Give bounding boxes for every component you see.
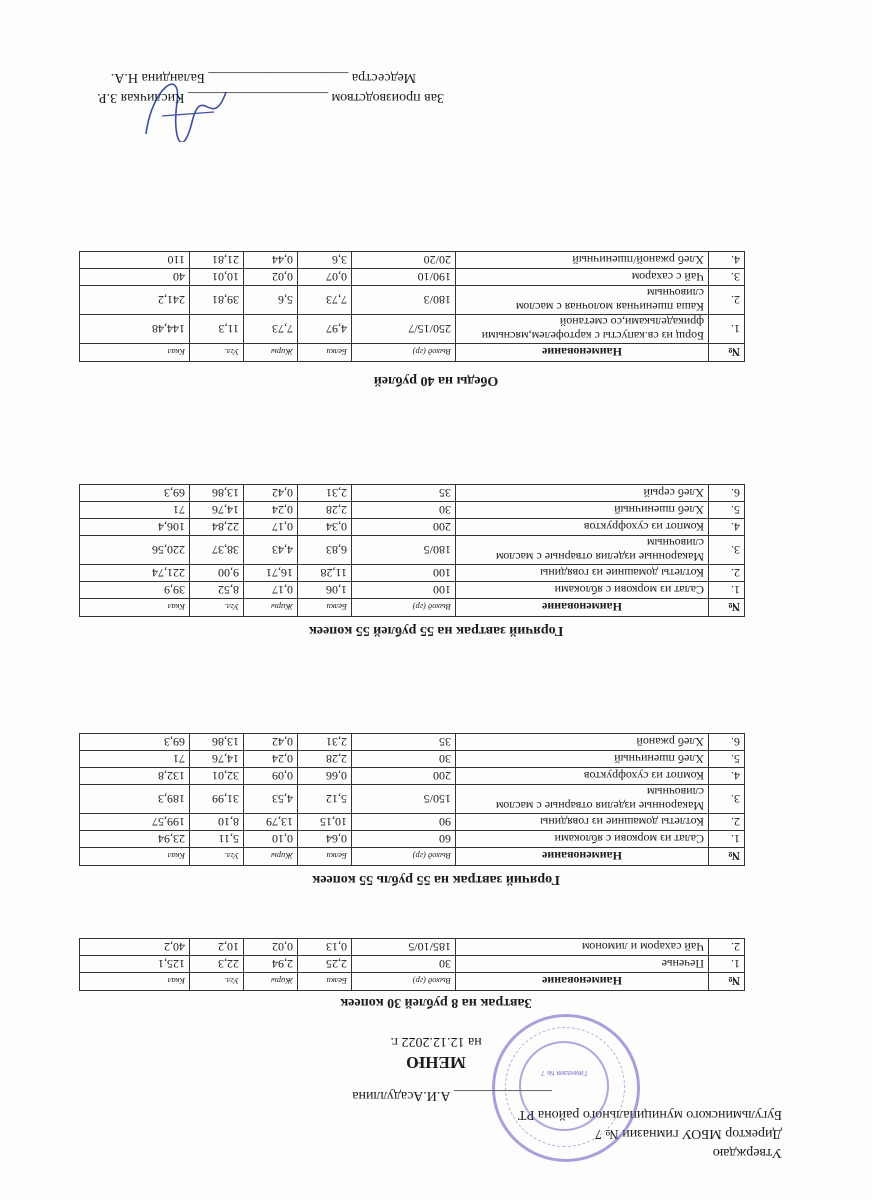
dish-protein: 0,07 [298, 269, 352, 286]
dish-carb: 14,76 [190, 751, 244, 768]
dish-protein: 7,73 [298, 286, 352, 315]
dish-weight: 180/5 [352, 536, 456, 565]
dish-protein: 0,34 [298, 519, 352, 536]
row-no: 1. [709, 582, 745, 599]
dish-carb: 32,01 [190, 768, 244, 785]
dish-protein: 5,12 [298, 785, 352, 814]
row-no: 4. [709, 252, 745, 269]
row-no: 1. [709, 831, 745, 848]
menu-table [79, 251, 745, 362]
dish-weight: 150/5 [352, 785, 456, 814]
dish-weight: 60 [352, 831, 456, 848]
row-no: 3. [709, 536, 745, 565]
dish-weight: 30 [352, 502, 456, 519]
production-name: Кисличкая З.Р. [97, 90, 185, 105]
dish-name: Борщ из св.капусты с картофелем,мясными фрикадельками,со сметаной [456, 315, 709, 344]
dish-name: Хлеб пшеничный [456, 751, 709, 768]
table-row [80, 536, 745, 565]
dish-protein: 10,15 [298, 814, 352, 831]
dish-name: Чай сахаром и лимоном [456, 939, 709, 956]
dish-protein: 1,06 [298, 582, 352, 599]
dish-kcal: 69,3 [80, 485, 190, 502]
row-no: 3. [709, 785, 745, 814]
dish-carb: 8,52 [190, 582, 244, 599]
dish-weight: 20/20 [352, 252, 456, 269]
dish-protein: 2,28 [298, 751, 352, 768]
dish-carb: 22,3 [190, 956, 244, 973]
dish-name: Хлеб пшеничный [456, 502, 709, 519]
table-header-row [80, 848, 745, 866]
dish-fat: 4,53 [244, 785, 298, 814]
table-row [80, 519, 745, 536]
dish-carb: 10,2 [190, 939, 244, 956]
table-row [80, 768, 745, 785]
dish-kcal: 220,56 [80, 536, 190, 565]
dish-carb: 21,81 [190, 252, 244, 269]
approval-line: Утверждаю [712, 1145, 782, 1160]
menu-table [79, 733, 745, 866]
dish-carb: 5,11 [190, 831, 244, 848]
dish-fat: 0,09 [244, 768, 298, 785]
dish-weight: 35 [352, 485, 456, 502]
table-row [80, 269, 745, 286]
header-no: № [709, 344, 745, 362]
header-no: № [709, 848, 745, 866]
dish-carb: 8,10 [190, 814, 244, 831]
row-no: 2. [709, 814, 745, 831]
row-no: 2. [709, 565, 745, 582]
director-name: А.И.Асадуллина [352, 1088, 451, 1103]
dish-name: Каша пшеничная молочная с маслом сливочным [456, 286, 709, 315]
header-name: Наименование [456, 848, 709, 866]
header-fat: Жиры [244, 848, 298, 866]
header-carb: Угл. [190, 599, 244, 617]
table-row [80, 751, 745, 768]
dish-fat: 0,42 [244, 485, 298, 502]
menu-table-body [80, 734, 745, 866]
menu-table-body [80, 252, 745, 362]
dish-protein: 0,64 [298, 831, 352, 848]
row-no: 4. [709, 768, 745, 785]
dish-carb: 39,81 [190, 286, 244, 315]
table-row [80, 485, 745, 502]
approval-line: ______________ А.И.Асадуллина [352, 1088, 552, 1103]
nurse-label: Медсестра [351, 70, 416, 85]
dish-carb: 13,86 [190, 734, 244, 751]
approval-line: Бугульминского муниципального района РТ [517, 1107, 782, 1122]
menu-table [79, 938, 745, 991]
dish-name: Хлеб ржаной/пшеничный [456, 252, 709, 269]
table-row [80, 814, 745, 831]
header-name: Наименование [456, 599, 709, 617]
dish-weight: 30 [352, 956, 456, 973]
table-row [80, 939, 745, 956]
table-row [80, 252, 745, 269]
dish-kcal: 39,9 [80, 582, 190, 599]
row-no: 1. [709, 315, 745, 344]
dish-fat: 0,02 [244, 939, 298, 956]
dish-weight: 35 [352, 734, 456, 751]
dish-weight: 100 [352, 582, 456, 599]
table-row [80, 286, 745, 315]
dish-fat: 0,24 [244, 502, 298, 519]
dish-kcal: 189,3 [80, 785, 190, 814]
approval-line: Директор МБОУ гимназии № 7 [594, 1126, 782, 1141]
dish-protein: 2,31 [298, 485, 352, 502]
dish-weight: 250/15/7 [352, 315, 456, 344]
header-weight: Выход (гр) [352, 973, 456, 991]
section-title: Горячий завтрак на 55 рубль 55 копеек [312, 872, 560, 887]
header-no: № [709, 599, 745, 617]
table-row [80, 734, 745, 751]
signature-block [4, 67, 444, 107]
header-name: Наименование [456, 973, 709, 991]
dish-kcal: 106,4 [80, 519, 190, 536]
header-carb: Угл. [190, 973, 244, 991]
dish-kcal: 144,48 [80, 315, 190, 344]
dish-protein: 2,25 [298, 956, 352, 973]
dish-protein: 11,28 [298, 565, 352, 582]
dish-name: Хлеб серый [456, 485, 709, 502]
dish-kcal: 40 [80, 269, 190, 286]
dish-fat: 16,71 [244, 565, 298, 582]
header-protein: Белки [298, 599, 352, 617]
dish-fat: 2,94 [244, 956, 298, 973]
dish-weight: 30 [352, 751, 456, 768]
dish-kcal: 110 [80, 252, 190, 269]
dish-kcal: 40,2 [80, 939, 190, 956]
dish-fat: 13,79 [244, 814, 298, 831]
dish-name: Котлеты домашние из говядины [456, 814, 709, 831]
dish-kcal: 132,8 [80, 768, 190, 785]
dish-kcal: 69,3 [80, 734, 190, 751]
dish-carb: 9,00 [190, 565, 244, 582]
stamp-center-text: Гимназия № 7 [541, 1069, 588, 1076]
dish-carb: 31,99 [190, 785, 244, 814]
table-row [80, 785, 745, 814]
dish-weight: 200 [352, 519, 456, 536]
table-row [80, 502, 745, 519]
production-label: Зав производством [331, 90, 444, 105]
dish-name: Котлеты домашние из говядины [456, 565, 709, 582]
signature-row: Зав производством ____________________ Кисличкая З.Р. [97, 90, 444, 105]
row-no: 2. [709, 939, 745, 956]
dish-name: Хлеб ржаной [456, 734, 709, 751]
header-fat: Жиры [244, 973, 298, 991]
header-weight: Выход (гр) [352, 344, 456, 362]
dish-weight: 100 [352, 565, 456, 582]
dish-name: Макаронные изделия отварные с маслом сливочным [456, 536, 709, 565]
table-header-row [80, 599, 745, 617]
header-fat: Жиры [244, 599, 298, 617]
section-title: Обеды на 40 рублей [373, 373, 499, 388]
header-kcal: Ккал [80, 848, 190, 866]
dish-protein: 2,28 [298, 502, 352, 519]
dish-fat: 0,44 [244, 252, 298, 269]
dish-protein: 0,13 [298, 939, 352, 956]
dish-carb: 13,86 [190, 485, 244, 502]
dish-kcal: 125,1 [80, 956, 190, 973]
dish-carb: 38,37 [190, 536, 244, 565]
dish-fat: 7,73 [244, 315, 298, 344]
nurse-name: Баландина Н.А. [110, 70, 205, 85]
dish-carb: 10,01 [190, 269, 244, 286]
dish-fat: 4,43 [244, 536, 298, 565]
dish-name: Макаронные изделия отварные с маслом сливочным [456, 785, 709, 814]
dish-protein: 4,97 [298, 315, 352, 344]
header-carb: Угл. [190, 848, 244, 866]
row-no: 4. [709, 519, 745, 536]
dish-name: Салат из моркови с яблоками [456, 831, 709, 848]
table-row [80, 956, 745, 973]
section-title: Завтрак на 8 рублей 30 копеек [340, 995, 532, 1010]
header-protein: Белки [298, 344, 352, 362]
dish-fat: 5,6 [244, 286, 298, 315]
header-name: Наименование [456, 344, 709, 362]
menu-table-body [80, 939, 745, 991]
dish-name: Компот из сухофруктов [456, 519, 709, 536]
table-row [80, 582, 745, 599]
header-fat: Жиры [244, 344, 298, 362]
header-no: № [709, 973, 745, 991]
header-carb: Угл. [190, 344, 244, 362]
dish-fat: 0,17 [244, 519, 298, 536]
row-no: 5. [709, 502, 745, 519]
dish-fat: 0,10 [244, 831, 298, 848]
menu-date: на 12.12.2022 г. [390, 1034, 482, 1049]
dish-name: Компот из сухофруктов [456, 768, 709, 785]
table-row [80, 565, 745, 582]
dish-weight: 190/10 [352, 269, 456, 286]
row-no: 3. [709, 269, 745, 286]
dish-protein: 3,6 [298, 252, 352, 269]
header-kcal: Ккал [80, 344, 190, 362]
dish-carb: 22,84 [190, 519, 244, 536]
table-row [80, 831, 745, 848]
dish-weight: 180/3 [352, 286, 456, 315]
dish-kcal: 241,2 [80, 286, 190, 315]
dish-kcal: 71 [80, 751, 190, 768]
dish-kcal: 221,74 [80, 565, 190, 582]
dish-kcal: 23,94 [80, 831, 190, 848]
table-header-row [80, 973, 745, 991]
header-weight: Выход (гр) [352, 599, 456, 617]
row-no: 6. [709, 734, 745, 751]
row-no: 5. [709, 751, 745, 768]
dish-protein: 0,66 [298, 768, 352, 785]
dish-name: Чай с сахаром [456, 269, 709, 286]
dish-weight: 200 [352, 768, 456, 785]
dish-weight: 90 [352, 814, 456, 831]
section-title: Горячий завтрак на 55 рублей 55 копеек [308, 623, 564, 638]
table-row [80, 315, 745, 344]
dish-kcal: 71 [80, 502, 190, 519]
signature-row: Медсестра ____________________ Баландина Н.А. [110, 70, 416, 85]
dish-weight: 185/10/5 [352, 939, 456, 956]
dish-protein: 6,83 [298, 536, 352, 565]
dish-kcal: 199,57 [80, 814, 190, 831]
dish-protein: 2,31 [298, 734, 352, 751]
dish-fat: 0,24 [244, 751, 298, 768]
row-no: 2. [709, 286, 745, 315]
dish-carb: 14,76 [190, 502, 244, 519]
dish-fat: 0,17 [244, 582, 298, 599]
dish-fat: 0,02 [244, 269, 298, 286]
menu-table-body [80, 485, 745, 617]
table-header-row [80, 344, 745, 362]
menu-title: МЕНЮ [406, 1053, 466, 1072]
header-protein: Белки [298, 848, 352, 866]
header-weight: Выход (гр) [352, 848, 456, 866]
header-kcal: Ккал [80, 599, 190, 617]
header-kcal: Ккал [80, 973, 190, 991]
dish-name: Печенье [456, 956, 709, 973]
dish-name: Салат из моркови с яблоками [456, 582, 709, 599]
row-no: 6. [709, 485, 745, 502]
header-protein: Белки [298, 973, 352, 991]
dish-carb: 11,3 [190, 315, 244, 344]
dish-fat: 0,42 [244, 734, 298, 751]
menu-table [79, 484, 745, 617]
row-no: 1. [709, 956, 745, 973]
